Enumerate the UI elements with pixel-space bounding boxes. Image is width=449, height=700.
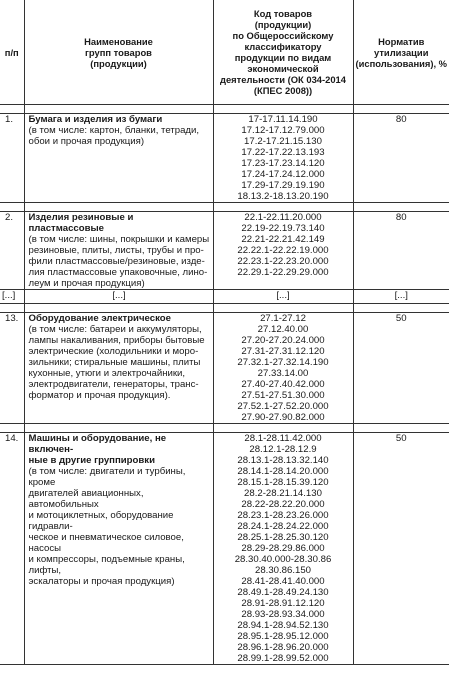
product-code: 27.33.14.00 <box>257 368 309 379</box>
group-description: электродвигатели, генераторы, транс- <box>28 379 199 390</box>
product-code: 27.31-27.31.12.120 <box>241 346 325 357</box>
product-code: 17.12-17.12.79.000 <box>241 125 325 136</box>
product-code: 28.23.1-28.23.26.000 <box>237 510 329 521</box>
group-title: ные в другие группировки <box>28 455 155 466</box>
recycling-norm: 80 <box>353 212 449 290</box>
product-code: 28.22-28.22.20.000 <box>241 499 325 510</box>
product-codes <box>213 290 353 304</box>
product-code: 17.22-17.22.13.193 <box>241 147 325 158</box>
product-code: 27.12.40.00 <box>257 324 309 335</box>
group-description: (в том числе: картон, бланки, тетради, <box>28 125 200 136</box>
product-code: 17-17.11.14.190 <box>248 114 318 125</box>
header-line: по Общероссийскому <box>232 30 334 41</box>
product-code: 17.23-17.23.14.120 <box>241 158 325 169</box>
recycling-norm: 80 <box>353 114 449 203</box>
product-code: 28.30.40.000-28.30.86 <box>234 554 332 565</box>
header-line: групп товаров <box>85 46 152 58</box>
product-code: 18.13.2-18.13.20.190 <box>237 191 329 202</box>
group-description: (в том числе: шины, покрышки и камеры <box>28 234 210 245</box>
header-line: Наименование <box>84 35 153 47</box>
table-row <box>0 114 449 203</box>
product-code: 27.32.1-27.32.14.190 <box>237 357 329 368</box>
product-code: 28.13.1-28.13.32.140 <box>237 455 329 466</box>
product-code: 22.19-22.19.73.140 <box>241 223 325 234</box>
group-title: Изделия резиновые и пластмассовые <box>28 212 134 234</box>
row-number: 13. <box>0 313 24 424</box>
header-line: классификатору <box>244 41 322 52</box>
product-code: 28.29-28.29.86.000 <box>241 543 325 554</box>
recycling-norm: 50 <box>353 433 449 665</box>
product-code: 28.96.1-28.96.20.000 <box>237 642 329 653</box>
product-code: 28.2-28.21.14.130 <box>244 488 322 499</box>
product-code: 27.52.1-27.52.20.000 <box>237 401 329 412</box>
recycling-norm: [...] <box>353 290 449 304</box>
group-description: и мотоциклетных, оборудование гидравли- <box>28 510 174 532</box>
table-row <box>0 290 449 304</box>
table-header-row <box>0 0 449 105</box>
recycling-norm: 50 <box>353 313 449 424</box>
product-code: 28.30.86.150 <box>254 565 312 576</box>
header-line: (продукции) <box>90 57 147 69</box>
group-description: кухонные, утюги и электрочайники, <box>28 368 186 379</box>
product-codes <box>213 114 353 203</box>
header-line: продукции по видам <box>234 52 332 63</box>
header-product-group <box>24 0 213 105</box>
row-number: [...] <box>0 290 24 304</box>
header-line: деятельности (ОК 034-2014 <box>220 74 346 85</box>
product-group-name <box>24 433 213 665</box>
product-code: 17.2-17.21.15.130 <box>244 136 322 147</box>
product-code: 17.29-17.29.19.190 <box>241 180 325 191</box>
product-code: 28.99.1-28.99.52.000 <box>237 653 329 664</box>
product-code: 27.1-27.12 <box>260 313 306 324</box>
product-code: 28.12.1-28.12.9 <box>249 444 317 455</box>
group-title: Оборудование электрическое <box>28 313 171 324</box>
header-product-code <box>213 0 353 105</box>
product-group-name <box>24 114 213 203</box>
group-description: обои и прочая продукция) <box>28 136 145 147</box>
header-line: экономической <box>247 63 319 74</box>
product-code: 22.23.1-22.23.20.000 <box>237 256 329 267</box>
product-code: 28.24.1-28.24.22.000 <box>237 521 329 532</box>
header-line: (использования), % <box>355 57 448 69</box>
table-row <box>0 313 449 424</box>
product-codes <box>213 212 353 290</box>
product-code: 28.14.1-28.14.20.000 <box>237 466 329 477</box>
product-code: 22.1-22.11.20.000 <box>244 212 322 223</box>
header-line: Норматив <box>378 35 425 47</box>
product-code: 28.49.1-28.49.24.130 <box>237 587 329 598</box>
product-code: 22.29.1-22.29.29.000 <box>237 267 329 278</box>
product-group-name <box>24 212 213 290</box>
header-recycling-norm <box>353 0 449 105</box>
group-description: лампы накаливания, приборы бытовые <box>28 335 205 346</box>
product-code: 22.21-22.21.42.149 <box>241 234 325 245</box>
group-title: Машины и оборудование, не включен- <box>28 433 167 455</box>
product-code: 22.22.1-22.22.19.000 <box>237 245 329 256</box>
product-code: 28.1-28.11.42.000 <box>244 433 322 444</box>
product-code: 28.94.1-28.94.52.130 <box>237 620 329 631</box>
group-description: электрические (холодильники и моро- <box>28 346 199 357</box>
table-row <box>0 433 449 665</box>
product-code: 27.20-27.20.24.000 <box>241 335 325 346</box>
header-line: утилизации <box>374 46 429 58</box>
product-code: 28.95.1-28.95.12.000 <box>237 631 329 642</box>
product-group-name <box>24 313 213 424</box>
header-line: Код товаров <box>253 8 313 19</box>
product-codes <box>213 313 353 424</box>
group-description: леум и прочая продукция) <box>28 278 145 289</box>
product-code: 28.25.1-28.25.30.120 <box>237 532 329 543</box>
product-code: 17.24-17.24.12.000 <box>241 169 325 180</box>
group-description: ческое и пневматическое силовое, насосы <box>28 532 184 554</box>
product-code: 28.41-28.41.40.000 <box>241 576 325 587</box>
group-description: эскалаторы и прочая продукция) <box>28 576 175 587</box>
header-line: (КПЕС 2008)) <box>253 85 313 96</box>
group-description: (в том числе: батареи и аккумуляторы, <box>28 324 202 335</box>
product-code: [...] <box>276 290 290 301</box>
row-number: 1. <box>0 114 24 203</box>
product-code: 27.90-27.90.82.000 <box>241 412 325 423</box>
group-description: и компрессоры, подъемные краны, лифты, <box>28 554 185 576</box>
product-code: 27.40-27.40.42.000 <box>241 379 325 390</box>
group-description: форматор и прочая продукция). <box>28 390 171 401</box>
group-description: резиновые, плиты, листы, трубы и про- <box>28 245 204 256</box>
product-code: 28.91-28.91.12.120 <box>241 598 325 609</box>
table-row <box>0 212 449 290</box>
row-number: 14. <box>0 433 24 665</box>
group-title: Бумага и изделия из бумаги <box>28 114 163 125</box>
group-description: (в том числе: двигатели и турбины, кроме <box>28 466 186 488</box>
product-code: 28.93-28.93.34.000 <box>241 609 325 620</box>
header-number: п/п <box>0 0 24 105</box>
product-code: 27.51-27.51.30.000 <box>241 390 325 401</box>
header-line: (продукции) <box>254 19 312 30</box>
row-number: 2. <box>0 212 24 290</box>
product-group-name: [...] <box>24 290 213 304</box>
group-description: лия пластмассовые упаковочные, лино- <box>28 267 208 278</box>
group-description: фили пластмассовые/резиновые, изде- <box>28 256 205 267</box>
product-code: 28.15.1-28.15.39.120 <box>237 477 329 488</box>
group-description: двигателей авиационных, автомобильных <box>28 488 144 510</box>
group-description: зильники; стиральные машины, плиты <box>28 357 201 368</box>
product-codes <box>213 433 353 665</box>
